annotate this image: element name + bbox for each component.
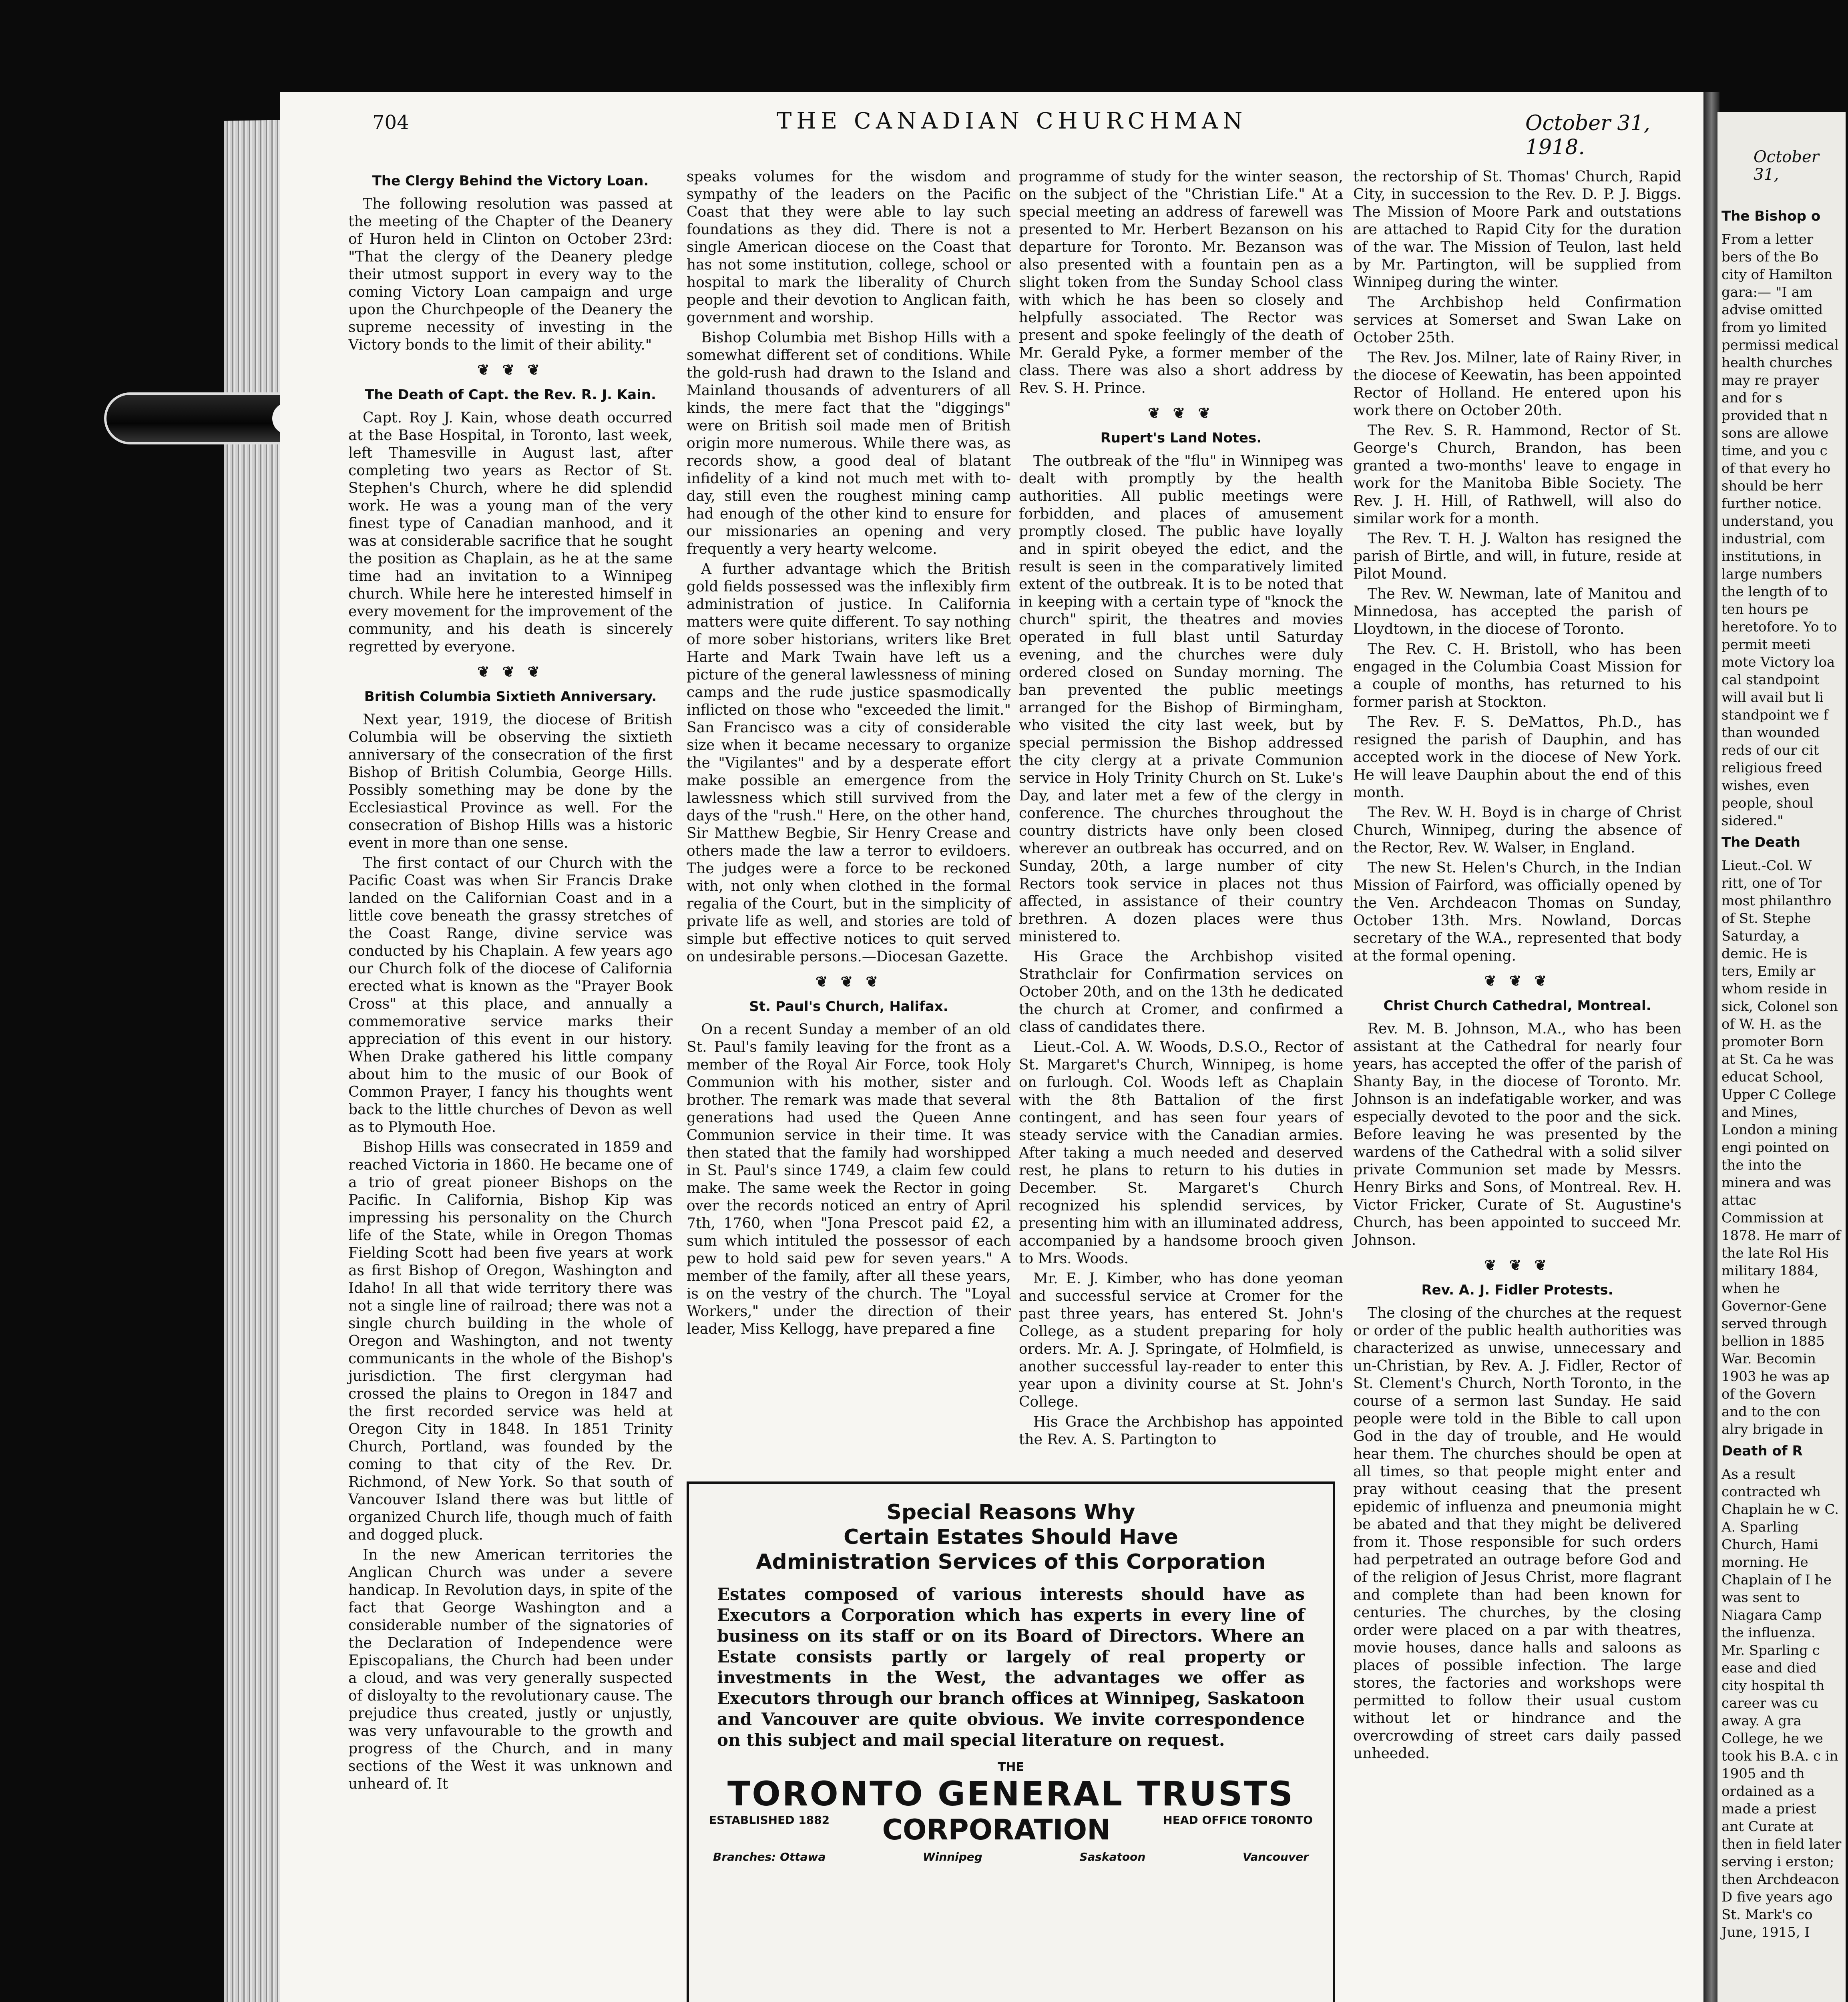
article-paragraph: As a result contracted wh Chaplain he w C. A. Sparling Church, Hami morning. He Chaplain of I he was sent to Niagara Camp the influenza. Mr. Sparling c ease and died city hospital th career was cu away. A gra College, he we took his B.A. c in 1905 and th ordained as a made a priest ant Curate at then in field later serving i erston; then Archdeacon D five years ago St. Mark's co June, 1915, I (1721, 1466, 1842, 1940)
separator-ornament: ❦ ❦ ❦ (1148, 405, 1214, 422)
article-title: The Death of Capt. the Rev. R. J. Kain. (365, 387, 656, 403)
ad-branch: Vancouver (1242, 1850, 1309, 1863)
article-paragraph: The Rev. Jos. Milner, late of Rainy River, in the diocese of Keewatin, has been appointed Rector of Holland. He entered upon his work there on October 20th. (1353, 350, 1681, 419)
article-paragraph: The Rev. F. S. DeMattos, Ph.D., has resigned the parish of Dauphin, and has accepted work in the diocese of New York. He will leave Dauphin about the end of this month. (1353, 714, 1681, 801)
ad-established: ESTABLISHED 1882 (709, 1813, 830, 1827)
page-number: 704 (372, 111, 409, 134)
article-paragraph: In the new American territories the Anglican Church was under a severe handicap. In Revolution days, in spite of the fact that George Washington and a considerable number of the signatories of the Declaration of Independence were Episcopalians, the Church had been under a cloud, and was very generally suspected of disloyalty to the revolutionary cause. The prejudice thus created, justly or unjustly, was very unfavourable to the growth and progress of the Church, and in many sections of the West it was unknown and unheard of. It (348, 1547, 673, 1792)
adjacent-page-date: October 31, (1754, 148, 1819, 184)
article-paragraph: The closing of the churches at the request or order of the public health authorities was characterized as unwise, unnecessary and un-Christian, by Rev. A. J. Fidler, Rector of St. Clement's Church, North Toronto, in the course of a sermon last Sunday. He said people were told in the Bible to call upon God in the day of trouble, and He would hear them. The churches should be open at all times, so that people might enter and pray without ceasing that the present epidemic of influenza and pneumonia might be abated and that they might be delivered from it. Those responsible for such orders had perpetrated an outrage before God and of the religion of Jesus Christ, more flagrant and complete than had been known for centuries. The churches, by the closing order were placed on a par with theatres, movie houses, dance halls and saloons as places of possible infection. The large stores, the factories and workshops were permitted to follow their usual custom without let or hindrance and the overcrowding of street cars daily passed unheeded. (1353, 1305, 1681, 1762)
ad-body: Estates composed of various interests should have as Executors a Corporation which has experts in every line of business on its staff or on its Board of Directors. Where an Estate consists partly or largely of real property or investments in the West, the advantages we offer as Executors through our branch offices at Winnipeg, Saskatoon and Vancouver are quite obvious. We invite correspondence on this subject and mail special literature on request. (717, 1584, 1305, 1750)
article-paragraph: The first contact of our Church with the Pacific Coast was when Sir Francis Drake landed on the Californian Coast and in a little cove beneath the grassy stretches of the Coast Range, divine service was conducted by his Chaplain. A few years ago our Church folk of the diocese of California erected what is known as the "Prayer Book Cross" at this place, and annually a commemorative service marks their appreciation of this event in our history. When Drake gathered his little company about him to the music of our Book of Common Prayer, I fancy his thoughts went back to the little churches of Devon as well as to Plymouth Hoe. (348, 855, 673, 1136)
ad-company-name: TORONTO GENERAL TRUSTS (727, 1774, 1294, 1813)
article-paragraph: programme of study for the winter season, on the subject of the "Christian Life." At a special meeting an address of farewell was presented to Mr. Herbert Bezanson on his departure for Toronto. Mr. Bezanson was also presented with a fountain pen as a slight token from the Sunday School class with which he has been so closely and helpfully associated. The Rector was present and spoke feelingly of the death of Mr. Gerald Pyke, a former member of the class. There was also a short address by Rev. S. H. Prince. (1019, 169, 1343, 396)
article-paragraph: Lieut.-Col. A. W. Woods, D.S.O., Rector of St. Margaret's Church, Winnipeg, is home on furlough. Col. Woods left as Chaplain with the 8th Battalion of the first contingent, and has seen four years of steady service with the Canadian armies. After taking a much needed and deserved rest, he plans to return to his duties in December. St. Margaret's Church recognized his splendid services, by presenting him with an illuminated address, accompanied by a handsome brooch given to Mrs. Woods. (1019, 1039, 1343, 1267)
article-paragraph: The following resolution was passed at the meeting of the Chapter of the Deanery of Huron held in Clinton on October 23rd: "That the clergy of the Deanery pledge their utmost support in every way to the coming Victory Loan campaign and urge upon the Churchpeople of the Deanery the supreme necessity of investing in the Victory bonds to the limit of their ability." (348, 196, 673, 353)
column-2 (687, 168, 1011, 1341)
article-title: The Death (1721, 834, 1800, 850)
ad-the: THE (997, 1760, 1024, 1774)
article-paragraph: Next year, 1919, the diocese of British Columbia will be observing the sixtieth anniversary of the consecration of the first Bishop of British Columbia, George Hills. Possibly something may be done by the Ecclesiastical Province as well. For the consecration of Bishop Hills was a historic event in more than one sense. (348, 712, 673, 851)
article-title: St. Paul's Church, Halifax. (749, 999, 948, 1015)
article-paragraph: Bishop Columbia met Bishop Hills with a somewhat different set of conditions. While the gold-rush had drawn to the Island and Mainland thousands of adventurers of all kinds, the mere fact that the "diggings" were on British soil made men of British origin more numerous. While there was, as records show, a good deal of blatant infidelity of a kind not much met with to-day, still even the roughest mining camp had enough of the other kind to ensure for our missionaries an opening and very frequently a very hearty welcome. (687, 330, 1011, 557)
article-paragraph: the rectorship of St. Thomas' Church, Rapid City, in succession to the Rev. D. P. J. Biggs. The Mission of Moore Park and outstations are attached to Rapid City for the duration of the war. The Mission of Teulon, last held by Mr. Partington, will be supplied from Winnipeg during the winter. (1353, 169, 1681, 291)
ad-branch: Winnipeg (922, 1850, 982, 1863)
article-paragraph: The outbreak of the "flu" in Winnipeg was dealt with promptly by the health authorities. All public meetings were forbidden, and places of amusement promptly closed. The public have loyally and in spirit obeyed the edict, and the result is seen in the comparatively limited extent of the outbreak. It is to be noted that in keeping with a certain type of "knock the church" spirit, the theatres and movies operated in full blast until Saturday evening, and the churches were duly ordered closed on Sunday morning. The ban prevented the public meetings arranged for the Bishop of Birmingham, who visited the city last week, but by special permission the Bishop addressed the city clergy at a private Communion service in Holy Trinity Church on St. Luke's Day, and later met a few of the clergy in conference. The churches throughout the country districts have only been closed wherever an outbreak has occurred, and on Sunday, 20th, a large number of city Rectors took service in places not thus affected, in assistance of their country brethren. A dozen places were thus ministered to. (1019, 453, 1343, 945)
ad-branches (713, 1850, 1309, 1863)
separator-ornament: ❦ ❦ ❦ (1484, 973, 1551, 989)
article-paragraph: The Rev. S. R. Hammond, Rector of St. George's Church, Brandon, has been granted a two-months' leave to engage in work for the Manitoba Bible Society. The Rev. J. H. Hill, of Rathwell, will also do similar work for a month. (1353, 422, 1681, 527)
adjacent-page (1717, 112, 1846, 2002)
ad-headline: Administration Services of this Corporation (756, 1550, 1266, 1574)
article-title: The Clergy Behind the Victory Loan. (372, 173, 649, 189)
ad-branch: Saskatoon (1079, 1850, 1146, 1863)
article-title: The Bishop o (1721, 208, 1821, 224)
separator-ornament: ❦ ❦ ❦ (477, 362, 544, 378)
article-paragraph: Capt. Roy J. Kain, whose death occurred at the Base Hospital, in Toronto, last week, left Thamesville in August last, after completing two years as Rector of St. Stephen's Church, where he did splendid work. He was a young man of the very finest type of Canadian manhood, and it was at considerable sacrifice that he sought the position as Chaplain, as he at the same time had an invitation to a Winnipeg church. While here he interested himself in every movement for the improvement of the community, and his death is sincerely regretted by everyone. (348, 410, 673, 655)
article-paragraph: The Archbishop held Confirmation services at Somerset and Swan Lake on October 25th. (1353, 294, 1681, 346)
separator-ornament: ❦ ❦ ❦ (477, 663, 544, 680)
ad-branch: Branches: Ottawa (713, 1850, 826, 1863)
article-title: Christ Church Cathedral, Montreal. (1383, 998, 1651, 1014)
article-paragraph: The Rev. T. H. J. Walton has resigned the parish of Birtle, and will, in future, reside at Pilot Mound. (1353, 531, 1681, 582)
column-4 (1353, 168, 1681, 1765)
article-paragraph: On a recent Sunday a member of an old St. Paul's family leaving for the front as a member of the Royal Air Force, took Holy Communion with his mother, sister and brother. The remark was made that several generations had used the Queen Anne Communion service in their time. It was then stated that the family had worshipped in St. Paul's since 1749, a claim few could make. The same week the Rector in going over the records noticed an entry of April 7th, 1760, when "Jona Prescot paid £2, a sum which intituled the possessor of each pew to hold said pew for seven years." A member of the family, after all these years, is on the vestry of the church. The "Loyal Workers," under the direction of their leader, Miss Kellogg, have prepared a fine (687, 1021, 1011, 1337)
separator-ornament: ❦ ❦ ❦ (1484, 1257, 1551, 1274)
issue-date: October 31, 1918. (1525, 111, 1651, 159)
article-paragraph: Bishop Hills was consecrated in 1859 and reached Victoria in 1860. He became one of a trio of great pioneer Bishops on the Pacific. In California, Bishop Kip was impressing his personality on the Church life of the State, while in Oregon Thomas Fielding Scott had been five years at work as first Bishop of Oregon, Washington and Idaho! In all that wide territory there was not a single line of railroad; there was not a single church building in the whole of Oregon and Washington, and not twenty communicants in the whole of the Bishop's jurisdiction. The first clergyman had crossed the plains to Oregon in 1847 and the first recorded service was held at Oregon City in 1848. In 1851 Trinity Church, Portland, was founded by the coming to that city of the Rev. Dr. Richmond, of New York. So that south of Vancouver Island there was but little of organized Church life, though much of faith and dogged pluck. (348, 1139, 673, 1543)
article-paragraph: The Rev. C. H. Bristoll, who has been engaged in the Columbia Coast Mission for a couple of months, has returned to his former parish at Stockton. (1353, 641, 1681, 710)
article-title: Death of R (1721, 1443, 1803, 1459)
article-paragraph: A further advantage which the British gold fields possessed was the inflexibly firm administration of justice. In California matters were quite different. To say nothing of more sober historians, writers like Bret Harte and Mark Twain have left us a picture of the general lawlessness of mining camps and the rude justice spasmodically inflicted on those who "exceeded the limit." San Francisco was a city of considerable size when it became necessary to organize the "Vigilantes" and by a desperate effort make possible an emergence from the lawlessness which still survived from the days of the "rush." Here, on the other hand, Sir Matthew Begbie, Sir Henry Crease and others made the law a terror to evildoers. The judges were a force to be reckoned with, not only when clothed in the formal regalia of the Court, but in the simplicity of private life as well, and stories are told of simple but effective notices to quit served on undesirable persons.—Diocesan Gazette. (687, 561, 1011, 965)
newspaper-page (280, 92, 1705, 2002)
ad-headline: Certain Estates Should Have (844, 1525, 1178, 1549)
masthead: THE CANADIAN CHURCHMAN (777, 108, 1247, 134)
adjacent-page-text (1717, 112, 1846, 1953)
ad-corporation: CORPORATION (882, 1813, 1111, 1846)
column-1 (348, 168, 673, 1795)
article-title: Rev. A. J. Fidler Protests. (1421, 1282, 1613, 1298)
book-gutter (1703, 92, 1719, 2002)
article-paragraph: His Grace the Archbishop visited Strathclair for Confirmation services on October 20th, and on the 13th he dedicated the church at Cromer, and confirmed a class of candidates there. (1019, 949, 1343, 1035)
article-paragraph: The new St. Helen's Church, in the Indian Mission of Fairford, was officially opened by the Ven. Archdeacon Thomas on Sunday, October 13th. Mrs. Nowland, Dorcas secretary of the W.A., represented that body at the formal opening. (1353, 860, 1681, 964)
separator-ornament: ❦ ❦ ❦ (816, 973, 882, 990)
article-paragraph: His Grace the Archbishop has appointed the Rev. A. S. Partington to (1019, 1414, 1343, 1448)
article-title: British Columbia Sixtieth Anniversary. (364, 689, 657, 705)
article-title: Rupert's Land Notes. (1100, 430, 1262, 446)
article-paragraph: Mr. E. J. Kimber, who has done yeoman and successful service at Cromer for the past three years, has entered St. John's College, as a student preparing for holy orders. Mr. A. J. Springate, of Holmfield, is another successful lay-reader to enter this year upon a divinity course at St. John's College. (1019, 1270, 1343, 1410)
article-paragraph: speaks volumes for the wisdom and sympathy of the leaders on the Pacific Coast that they were able to lay such foundations as they did. There is not a single American diocese on the Coast that has not some institution, college, school or hospital to mark the liberality of Church people and their devotion to Anglican faith, government and worship. (687, 169, 1011, 326)
column-3 (1019, 168, 1343, 1451)
ad-head-office: HEAD OFFICE TORONTO (1163, 1813, 1313, 1827)
article-paragraph: The Rev. W. H. Boyd is in charge of Christ Church, Winnipeg, during the absence of the Rector, Rev. W. Walser, in England. (1353, 804, 1681, 856)
ad-info-row (709, 1813, 1313, 1846)
article-paragraph: Rev. M. B. Johnson, M.A., who has been assistant at the Cathedral for nearly four years, has accepted the offer of the parish of Shanty Bay, in the diocese of Toronto. Mr. Johnson is an indefatigable worker, and was especially devoted to the poor and the sick. Before leaving he was presented by the wardens of the Cathedral with a solid silver private Communion set made by Messrs. Henry Birks and Sons, of Montreal. Rev. H. Victor Fricker, Curate of St. Augustine's Church, has been appointed to succeed Mr. Johnson. (1353, 1021, 1681, 1248)
ad-headline: Special Reasons Why (886, 1500, 1135, 1524)
article-paragraph: From a letter bers of the Bo city of Hamilton gara:— "I am advise omitted from yo limited permissi medical health churches may re prayer and for s provided that n sons are allowe time, and you c of that every ho should be herr further notice. understand, you industrial, com institutions, in large numbers the length of to ten hours pe heretofore. Yo to permit meeti mote Victory loa cal standpoint will avail but li standpoint we f than wounded reds of our cit religious freed wishes, even people, shoul sidered." (1721, 231, 1839, 829)
article-paragraph: Lieut.-Col. W ritt, one of Tor most philanthro of St. Stephe Saturday, a demic. He is ters, Emily ar whom reside in sick, Colonel son of W. H. as the promoter Born at St. Ca he was educat School, Upper C College and Mines, London a mining engi pointed on the into the minera and was attac Commission at 1878. He marr of the late Rol His military 1884, when he Governor-Gene served through bellion in 1885 War. Becomin 1903 he was ap of the Govern and to the con alry brigade in (1721, 858, 1841, 1437)
article-paragraph: The Rev. W. Newman, late of Manitou and Minnedosa, has accepted the parish of Lloydtown, in the diocese of Toronto. (1353, 586, 1681, 637)
advertisement-box (687, 1481, 1335, 2002)
page-header (280, 108, 1705, 159)
